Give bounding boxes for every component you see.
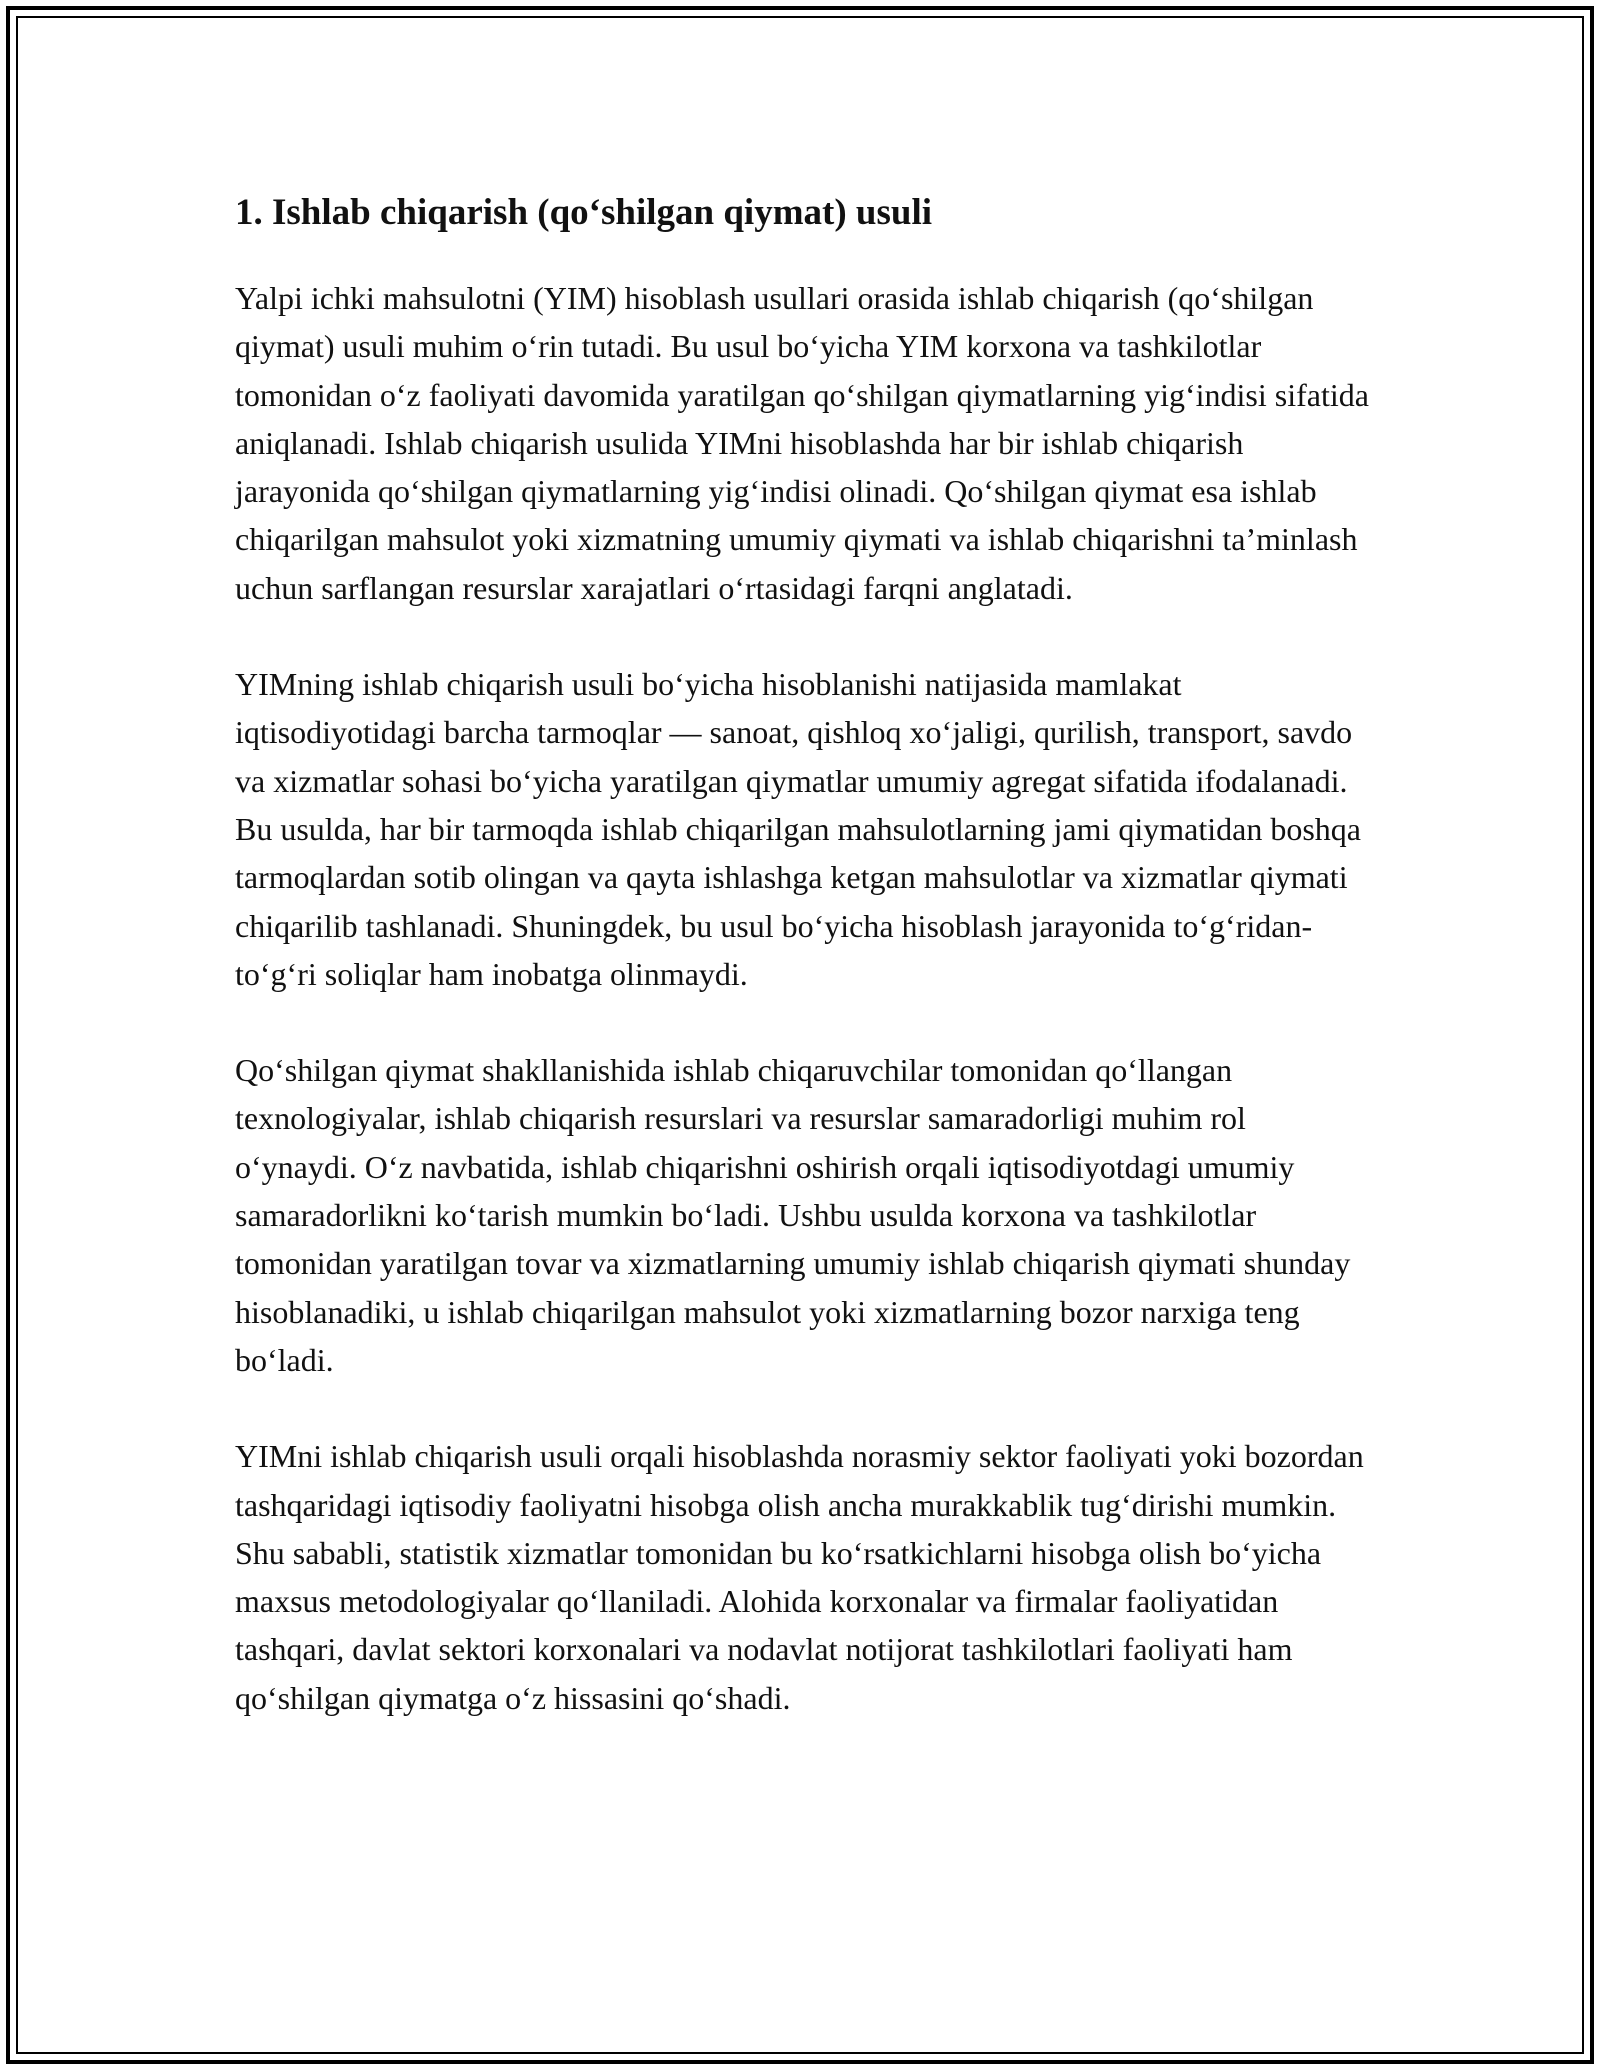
paragraph-1: Yalpi ichki mahsulotni (YIM) hisoblash usullari orasida ishlab chiqarish (qo‘shilgan qiymat) usuli muhim o‘rin tutadi. Bu usul bo‘yicha YIM korxona va tashkilotlar tomonidan o‘z faoliyati davomida yaratilgan qo‘shilgan qiymatlarning yig‘indisi sifatida aniqlanadi. Ishlab chiqarish usulida YIMni hisoblashda har bir ishlab chiqarish jarayonida qo‘shilgan qiymatlarning yig‘indisi olinadi. Qo‘shilgan qiymat esa ishlab chiqarilgan mahsulot yoki xizmatning umumiy qiymati va ishlab chiqarishni ta’minlash uchun sarflangan resurslar xarajatlari o‘rtasidagi farqni anglatadi. — [235, 280, 1369, 606]
section-heading: 1. Ishlab chiqarish (qo‘shilgan qiymat) usuli — [235, 192, 933, 233]
paragraph-4: YIMni ishlab chiqarish usuli orqali hisoblashda norasmiy sektor faoliyati yoki bozordan tashqaridagi iqtisodiy faoliyatni hisobga olish ancha murakkablik tug‘dirishi mumkin. Shu sababli, statistik xizmatlar tomonidan bu ko‘rsatkichlarni hisobga olish bo‘yicha maxsus metodologiyalar qo‘llaniladi. Alohida korxonalar va firmalar faoliyatidan tashqari, davlat sektori korxonalari va nodavlat notijorat tashkilotlari faoliyati ham qo‘shilgan qiymatga o‘z hissasini qo‘shadi. — [235, 1438, 1364, 1716]
document-body — [235, 188, 1370, 1770]
paragraph-2: YIMning ishlab chiqarish usuli bo‘yicha hisoblanishi natijasida mamlakat iqtisodiyotidagi barcha tarmoqlar — sanoat, qishloq xo‘jaligi, qurilish, transport, savdo va xizmatlar sohasi bo‘yicha yaratilgan qiymatlar umumiy agregat sifatida ifodalanadi. Bu usulda, har bir tarmoqda ishlab chiqarilgan mahsulotlarning jami qiymatidan boshqa tarmoqlardan sotib olingan va qayta ishlashga ketgan mahsulotlar va xizmatlar qiymati chiqarilib tashlanadi. Shuningdek, bu usul bo‘yicha hisoblash jarayonida to‘g‘ridan-to‘g‘ri soliqlar ham inobatga olinmaydi. — [235, 666, 1361, 992]
paragraph-3: Qo‘shilgan qiymat shakllanishida ishlab chiqaruvchilar tomonidan qo‘llangan texnologiyalar, ishlab chiqarish resurslari va resurslar samaradorligi muhim rol o‘ynaydi. O‘z navbatida, ishlab chiqarishni oshirish orqali iqtisodiyotdagi umumiy samaradorlikni ko‘tarish mumkin bo‘ladi. Ushbu usulda korxona va tashkilotlar tomonidan yaratilgan tovar va xizmatlarning umumiy ishlab chiqarish qiymati shunday hisoblanadiki, u ishlab chiqarilgan mahsulot yoki xizmatlarning bozor narxiga teng bo‘ladi. — [235, 1052, 1351, 1378]
